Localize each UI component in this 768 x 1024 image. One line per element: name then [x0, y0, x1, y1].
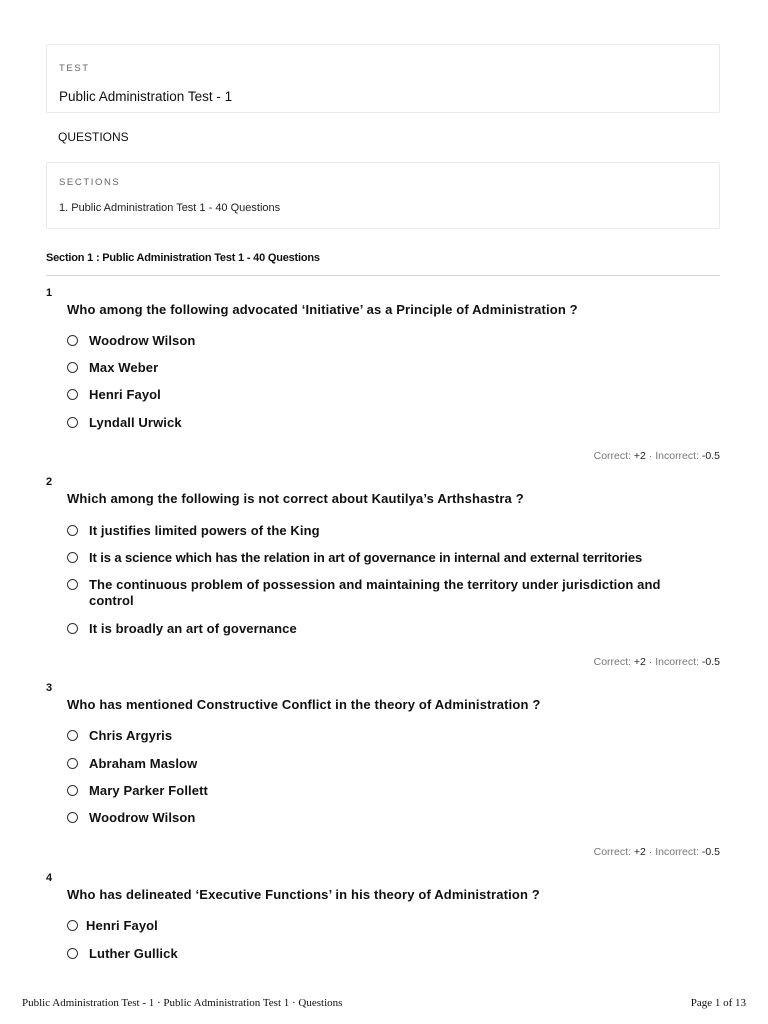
- sections-label: SECTIONS: [59, 177, 121, 188]
- question-text: Who among the following advocated ‘Initiative’ as a Principle of Administration ?: [67, 302, 578, 317]
- option-label: Lyndall Urwick: [89, 415, 182, 430]
- option-label: Woodrow Wilson: [89, 333, 196, 348]
- option-label: Max Weber: [89, 360, 159, 375]
- section-heading: Section 1 : Public Administration Test 1 - 40 Questions: [46, 252, 320, 264]
- option-label: The continuous problem of possession and maintaining the territory under jurisdiction and control: [89, 577, 661, 608]
- option[interactable]: [67, 523, 709, 539]
- questions-heading: QUESTIONS: [58, 130, 129, 144]
- radio-icon[interactable]: [67, 525, 78, 536]
- option[interactable]: [67, 946, 709, 962]
- radio-icon[interactable]: [67, 758, 78, 769]
- option-label: It is a science which has the relation in art of governance in internal and external territories: [89, 550, 643, 565]
- option-label: It is broadly an art of governance: [89, 621, 297, 636]
- footer-breadcrumb: Public Administration Test - 1 · Public Administration Test 1 · Questions: [22, 997, 343, 1009]
- option-label: Henri Fayol: [89, 387, 161, 402]
- option-label: Luther Gullick: [89, 946, 178, 961]
- question-number: 1: [46, 287, 53, 299]
- sections-box: [46, 162, 720, 229]
- option[interactable]: [67, 810, 709, 826]
- radio-icon[interactable]: [67, 579, 78, 590]
- test-box: [46, 44, 720, 113]
- radio-icon[interactable]: [67, 730, 78, 741]
- option[interactable]: [67, 918, 706, 934]
- score-info: Correct: +2 · Incorrect: -0.5: [593, 846, 720, 858]
- page-number: Page 1 of 13: [690, 997, 746, 1009]
- radio-icon[interactable]: [67, 812, 78, 823]
- option-label: Chris Argyris: [89, 728, 173, 743]
- option[interactable]: [67, 387, 709, 403]
- question-text: Which among the following is not correct about Kautilya’s Arthshastra ?: [67, 491, 524, 506]
- section-divider: [46, 275, 720, 276]
- option-label: Mary Parker Follett: [89, 783, 208, 798]
- option[interactable]: [67, 550, 709, 566]
- radio-icon[interactable]: [67, 785, 78, 796]
- option-label: Henri Fayol: [86, 918, 158, 933]
- section-link[interactable]: 1. Public Administration Test 1 - 40 Questions: [59, 202, 281, 214]
- radio-icon[interactable]: [67, 948, 78, 959]
- option-label: It justifies limited powers of the King: [89, 523, 320, 538]
- score-info: Correct: +2 · Incorrect: -0.5: [593, 450, 720, 462]
- question-number: 2: [46, 476, 53, 488]
- radio-icon[interactable]: [67, 335, 78, 346]
- score-info: Correct: +2 · Incorrect: -0.5: [593, 656, 720, 668]
- option-label: Woodrow Wilson: [89, 810, 196, 825]
- test-title: Public Administration Test - 1: [59, 89, 233, 104]
- radio-icon[interactable]: [67, 623, 78, 634]
- test-label: TEST: [59, 63, 90, 74]
- radio-icon[interactable]: [67, 920, 78, 931]
- radio-icon[interactable]: [67, 552, 78, 563]
- option[interactable]: [67, 728, 709, 744]
- option[interactable]: [67, 333, 709, 349]
- radio-icon[interactable]: [67, 362, 78, 373]
- option[interactable]: [67, 783, 709, 799]
- radio-icon[interactable]: [67, 417, 78, 428]
- option[interactable]: [67, 360, 709, 376]
- question-text: Who has delineated ‘Executive Functions’ in his theory of Administration ?: [67, 887, 540, 902]
- question-text: Who has mentioned Constructive Conflict in the theory of Administration ?: [67, 697, 541, 712]
- option-label: Abraham Maslow: [89, 756, 198, 771]
- option[interactable]: [67, 415, 709, 431]
- option[interactable]: [67, 577, 709, 609]
- question-number: 3: [46, 682, 53, 694]
- option[interactable]: [67, 756, 709, 772]
- question-number: 4: [46, 872, 53, 884]
- option[interactable]: [67, 621, 709, 637]
- radio-icon[interactable]: [67, 389, 78, 400]
